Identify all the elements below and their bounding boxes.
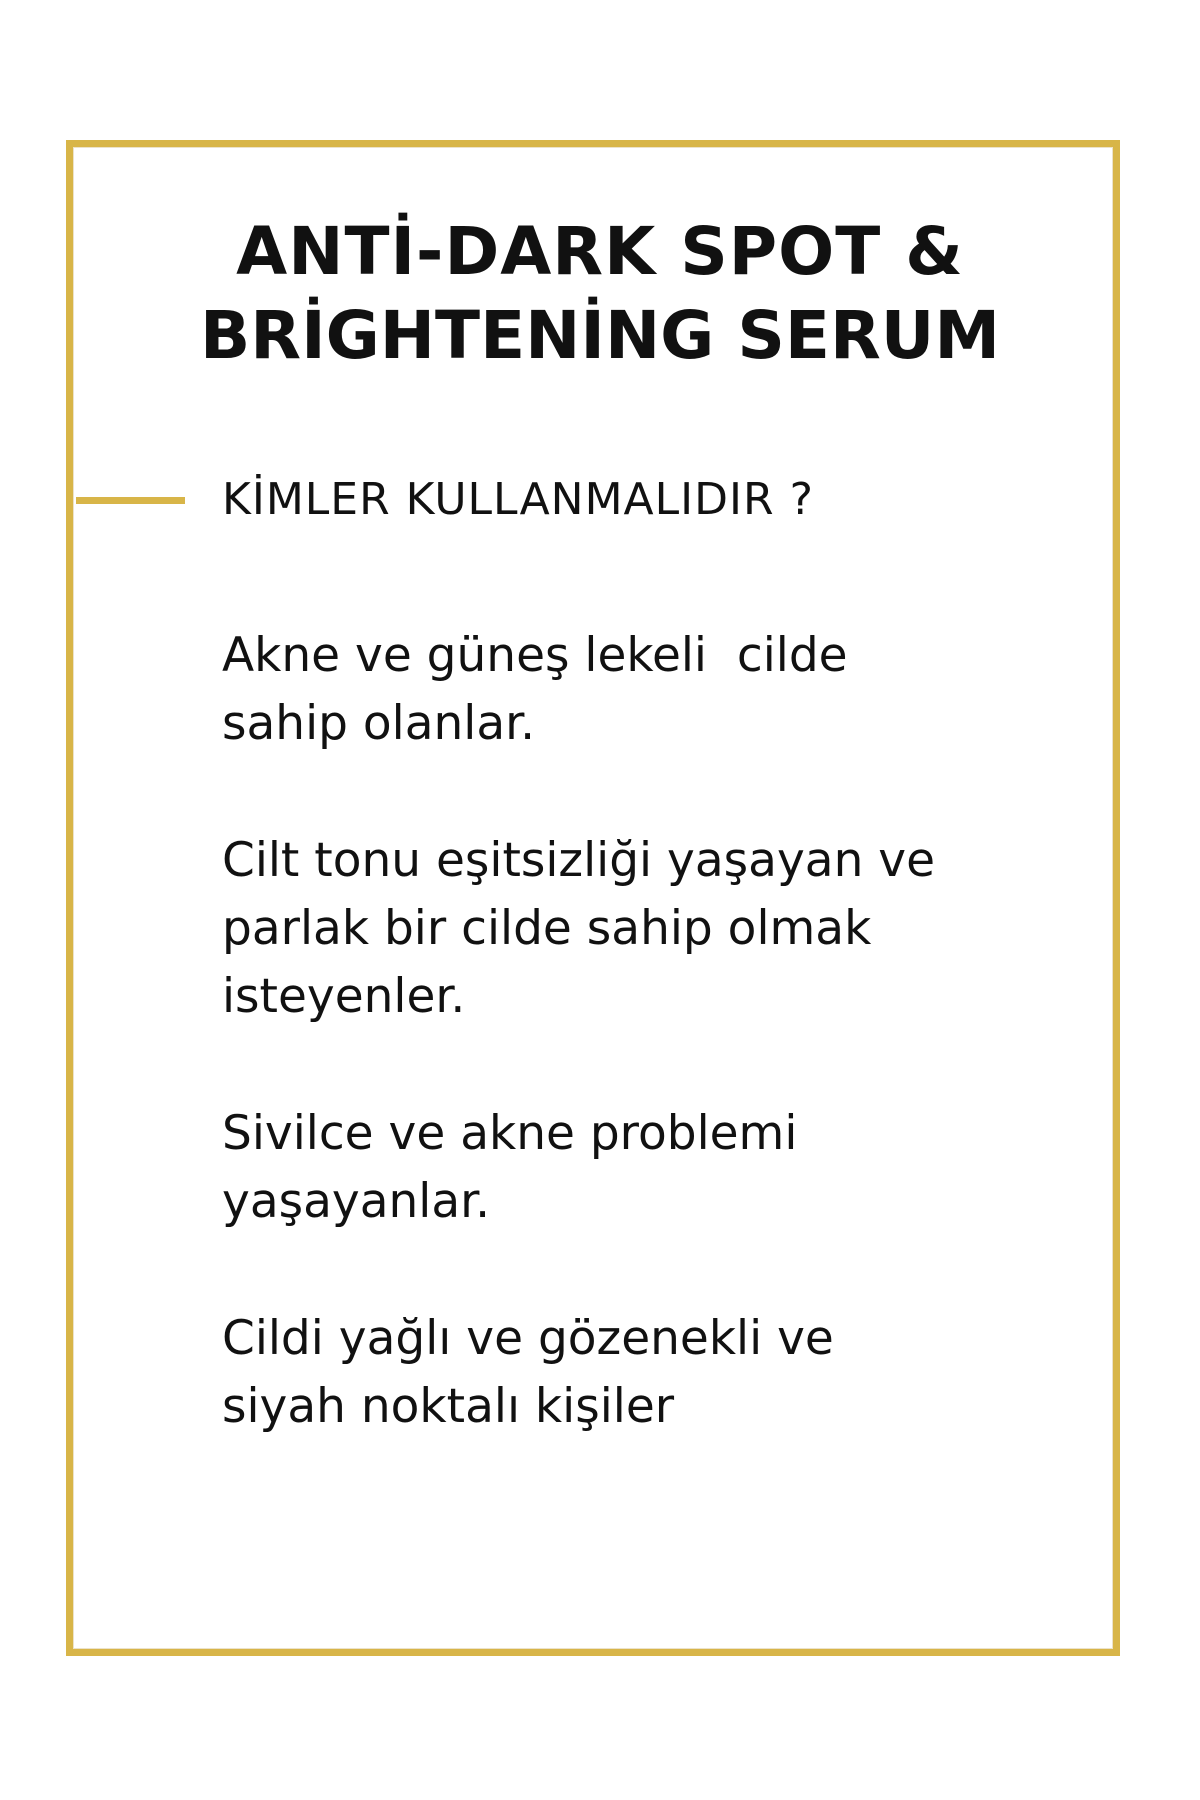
paragraph-line: sahip olanlar. <box>222 696 536 751</box>
product-title <box>0 210 1200 378</box>
paragraph-pimple-acne <box>222 1100 797 1236</box>
paragraph-line: Cilt tonu eşitsizliği yaşayan ve <box>222 833 936 888</box>
gold-accent-line <box>76 497 185 504</box>
title-line-2: BRİGHTENİNG SERUM <box>199 297 1001 374</box>
paragraph-line: yaşayanlar. <box>222 1174 491 1229</box>
paragraph-oily-skin <box>222 1305 834 1441</box>
paragraph-line: Akne ve güneş lekeli cilde <box>222 628 848 683</box>
title-line-1: ANTİ-DARK SPOT & <box>236 213 964 290</box>
paragraph-acne-sun-spots <box>222 622 848 758</box>
section-heading: KİMLER KULLANMALIDIR ? <box>222 474 814 525</box>
paragraph-line: Sivilce ve akne problemi <box>222 1106 798 1161</box>
paragraph-uneven-tone <box>222 827 935 1031</box>
paragraph-line: Cildi yağlı ve gözenekli ve <box>222 1311 834 1366</box>
paragraph-line: parlak bir cilde sahip olmak <box>222 901 872 956</box>
paragraph-line: isteyenler. <box>222 969 466 1024</box>
paragraph-line: siyah noktalı kişiler <box>222 1379 675 1434</box>
